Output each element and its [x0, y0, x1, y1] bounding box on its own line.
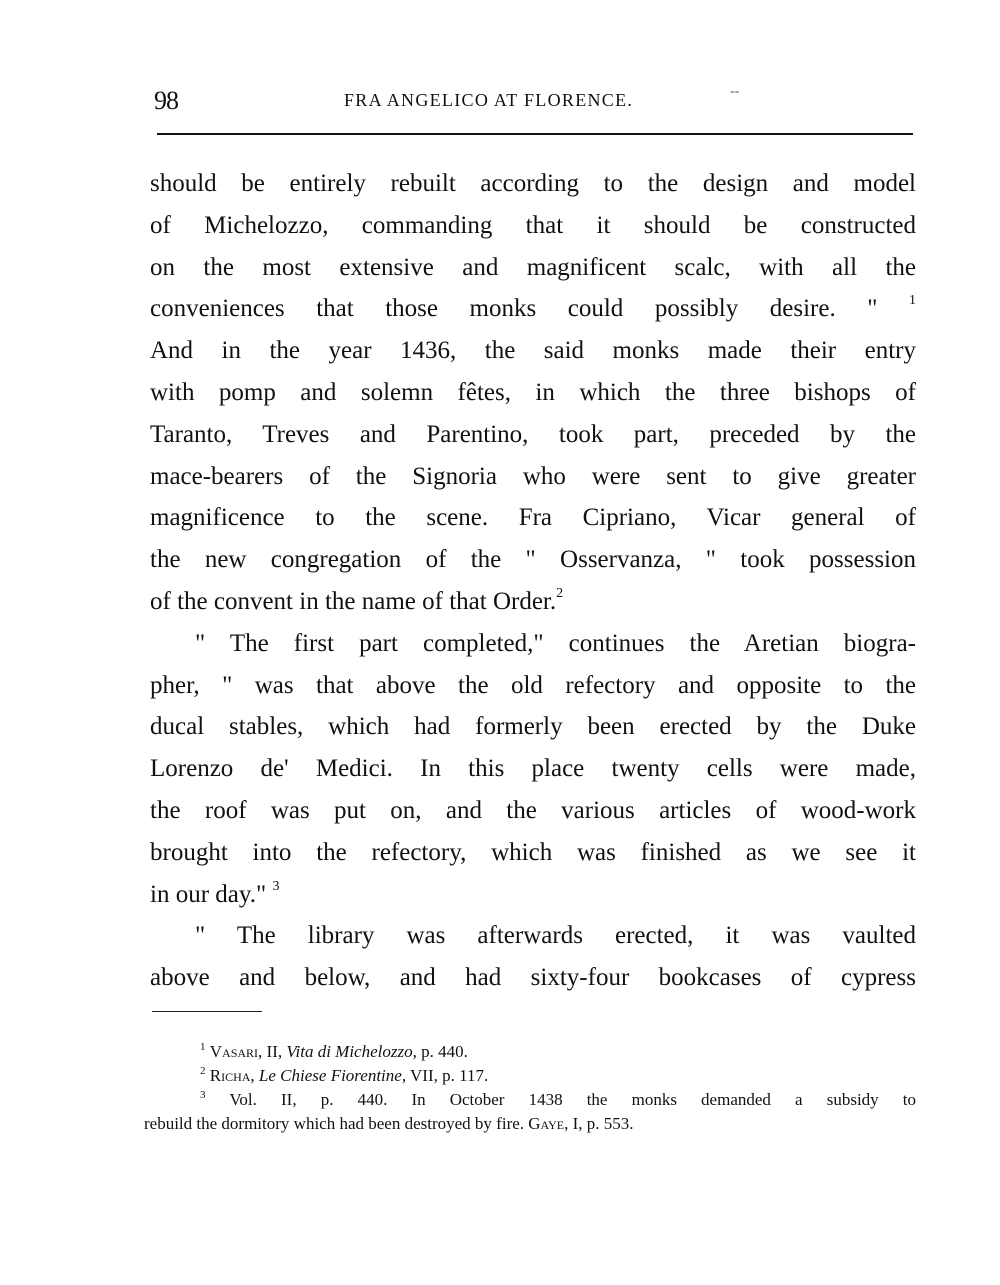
body-line: brought into the refectory, which was finished as we see it [150, 838, 916, 866]
page-header [154, 82, 914, 122]
footnote-author: Gaye [528, 1114, 565, 1133]
footnote-text: , II, [258, 1042, 287, 1061]
footnote-author: Vasari [209, 1042, 259, 1061]
footnote-title: Vita di Michelozzo [286, 1042, 413, 1061]
body-line: magnificence to the scene. Fra Cipriano, Vicar general of [150, 504, 916, 532]
header-mark: -- [730, 84, 740, 99]
body-line: Taranto, Treves and Parentino, took part, preceded by the [150, 420, 916, 448]
body-line: of Michelozzo, commanding that it should be constructed [150, 211, 916, 239]
body-line-text: of the convent in the name of that Order. [150, 587, 557, 615]
footnote-1 [144, 1040, 916, 1064]
footnote-text: , [250, 1066, 259, 1085]
body-line: ducal stables, which had formerly been erected by the Duke [150, 713, 916, 741]
body-line: above and below, and had sixty-four bookcases of cypress [150, 964, 916, 992]
body-line: And in the year 1436, the said monks made their entry [150, 337, 916, 365]
body-line: the new congregation of the " Osservanza, " took possession [150, 546, 916, 574]
footnote-marker: 3 [200, 1089, 206, 1101]
body-line: the roof was put on, and the various articles of wood-work [150, 796, 916, 824]
footnote-text: , VII, p. 117. [401, 1066, 489, 1085]
running-title: FRA ANGELICO AT FLORENCE. [344, 90, 634, 110]
footnote-marker: 1 [200, 1041, 206, 1053]
footnote-title: Le Chiese Fiorentine [258, 1066, 402, 1085]
body-line: pher, " was that above the old refectory and opposite to the [150, 671, 916, 699]
footnote-text: Vol. II, p. 440. In October 1438 the monks demanded a subsidy to [229, 1090, 917, 1109]
page-number: 98 [154, 86, 178, 115]
header-rule [157, 133, 913, 135]
footnote-rule [152, 1011, 262, 1012]
body-line-text: in our day." [150, 880, 267, 908]
footnotes [144, 1040, 916, 1136]
body-line: mace-bearers of the Signoria who were sent to give greater [150, 462, 916, 490]
body-line: on the most extensive and magnificent scalc, with all the [150, 253, 916, 281]
footnote-ref-3[interactable]: 3 [272, 878, 280, 894]
body-line-with-note [150, 581, 916, 623]
footnote-text: , p. 440. [412, 1042, 468, 1061]
footnote-2 [144, 1064, 916, 1088]
body-line: with pomp and solemn fêtes, in which the three bishops of [150, 378, 916, 406]
footnote-author: Richa [209, 1066, 251, 1085]
body-line: should be entirely rebuilt according to the design and model [150, 170, 916, 197]
body-line: " The library was afterwards erected, it was vaulted [195, 922, 916, 950]
footnote-3 [144, 1088, 916, 1112]
body-line: " The first part completed," continues the Aretian biogra- [195, 629, 916, 657]
body-line-text: conveniences that those monks could possibly desire. " [150, 295, 878, 323]
body-line-with-note [150, 288, 916, 330]
footnote-text: , I, p. 553. [564, 1114, 634, 1133]
footnote-3-continued [144, 1112, 916, 1136]
body-line-with-note [150, 874, 916, 916]
footnote-ref-1[interactable]: 1 [909, 293, 916, 309]
footnote-marker: 2 [200, 1065, 206, 1077]
body-line: Lorenzo de' Medici. In this place twenty cells were made, [150, 755, 916, 783]
footnote-text: rebuild the dormitory which had been destroyed by fire. [144, 1114, 529, 1133]
body-text [150, 163, 916, 999]
footnote-ref-2[interactable]: 2 [556, 585, 564, 601]
